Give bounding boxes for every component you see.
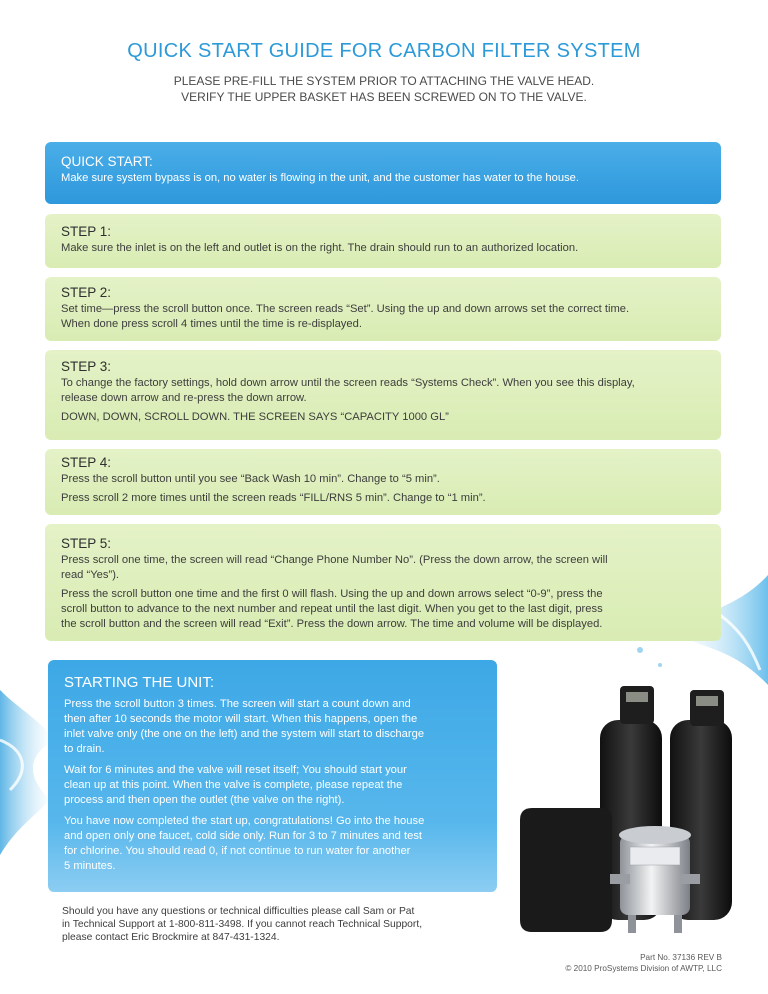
quick-start-heading: QUICK START: xyxy=(61,154,153,169)
step-2-heading: STEP 2: xyxy=(61,285,112,300)
start-p3-line-3: for chlorine. You should read 0, if not continue to run water for another xyxy=(64,845,411,857)
step-3-heading: STEP 3: xyxy=(61,359,112,374)
step-3-line-1: To change the factory settings, hold down arrow until the screen reads “Systems Check”. When you see this display, xyxy=(61,377,635,389)
step-3-line-2: release down arrow and re-press the down arrow. xyxy=(61,392,307,404)
starting-unit-para-1 xyxy=(64,697,481,757)
step-3-text-2: DOWN, DOWN, SCROLL DOWN. THE SCREEN SAYS “CAPACITY 1000 GL” xyxy=(61,411,449,423)
step-5-p1-line-2: read “Yes”). xyxy=(61,569,120,581)
step-2-box xyxy=(45,277,721,341)
step-5-box xyxy=(45,524,721,641)
starting-unit-heading: STARTING THE UNIT: xyxy=(64,674,215,691)
part-number: Part No. 37136 REV B xyxy=(640,953,722,962)
step-2-line-1: Set time—press the scroll button once. The screen reads “Set”. Using the up and down arrows set the correct time. xyxy=(61,303,630,315)
starting-unit-para-3 xyxy=(64,814,481,874)
copyright: © 2010 ProSystems Division of AWTP, LLC xyxy=(565,964,722,973)
step-4-text-1: Press the scroll button until you see “Back Wash 10 min”. Change to “5 min”. xyxy=(61,473,440,485)
step-4-box xyxy=(45,449,721,515)
page-title: QUICK START GUIDE FOR CARBON FILTER SYSTEM xyxy=(127,40,641,62)
start-p2-line-1: Wait for 6 minutes and the valve will reset itself; You should start your xyxy=(64,764,407,776)
quick-start-text: Make sure system bypass is on, no water is flowing in the unit, and the customer has water to the house. xyxy=(61,172,579,184)
contact-line-2: in Technical Support at 1-800-811-3498. If you cannot reach Technical Support, xyxy=(62,919,423,930)
step-1-text: Make sure the inlet is on the left and outlet is on the right. The drain should run to an authorized location. xyxy=(61,242,579,254)
start-p3-line-1: You have now completed the start up, congratulations! Go into the house xyxy=(64,815,425,827)
step-5-p2-line-2: scroll button to advance to the next number and repeat until the last digit. When you get to the last digit, press xyxy=(61,603,603,615)
step-4-heading: STEP 4: xyxy=(61,455,112,470)
start-p2-line-3: process and then open the outlet (the valve on the right). xyxy=(64,794,345,806)
start-p3-line-2: and open only one faucet, cold side only. Run for 3 to 7 minutes and test xyxy=(64,830,423,842)
step-4-text-2: Press scroll 2 more times until the screen reads “FILL/RNS 5 min”. Change to “1 min”. xyxy=(61,492,486,504)
step-3-text xyxy=(61,376,705,406)
page-subtitle xyxy=(0,73,768,105)
step-5-p1-line-1: Press scroll one time, the screen will read “Change Phone Number No”. (Press the down arrow, the screen will xyxy=(61,554,608,566)
start-p3-line-4: 5 minutes. xyxy=(64,860,116,872)
step-5-p2-line-3: the scroll button and the screen will read “Exit”. Press the down arrow. The time and volume will be displayed. xyxy=(61,618,603,630)
start-p1-line-2: then after 10 seconds the motor will start. When this happens, open the xyxy=(64,713,418,725)
step-2-text xyxy=(61,302,705,332)
step-5-p2-line-1: Press the scroll button one time and the first 0 will flash. Using the up and down arrows select “0-9”, press the xyxy=(61,588,603,600)
step-5-text-2 xyxy=(61,587,705,632)
page-header xyxy=(0,40,768,105)
contact-line-1: Should you have any questions or technical difficulties please call Sam or Pat xyxy=(62,906,415,917)
start-p1-line-3: inlet valve only (the one on the left) and the system will start to discharge xyxy=(64,728,425,740)
step-5-text-1 xyxy=(61,553,705,583)
start-p1-line-1: Press the scroll button 3 times. The screen will start a count down and xyxy=(64,698,411,710)
subtitle-line-2: VERIFY THE UPPER BASKET HAS BEEN SCREWED ON TO THE VALVE. xyxy=(181,90,587,104)
support-contact-text xyxy=(62,905,462,944)
subtitle-line-1: PLEASE PRE-FILL THE SYSTEM PRIOR TO ATTACHING THE VALVE HEAD. xyxy=(173,74,595,88)
step-3-box xyxy=(45,350,721,440)
starting-unit-box xyxy=(48,660,497,892)
start-p2-line-2: clean up at this point. When the valve is complete, please repeat the xyxy=(64,779,403,791)
filter-system-products-image xyxy=(520,670,760,950)
step-2-line-2: When done press scroll 4 times until the time is re-displayed. xyxy=(61,318,362,330)
quick-start-box xyxy=(45,142,721,204)
step-5-heading: STEP 5: xyxy=(61,536,112,551)
start-p1-line-4: to drain. xyxy=(64,743,105,755)
contact-line-3: please contact Eric Brockmire at 847-431-1324. xyxy=(62,932,280,943)
starting-unit-para-2 xyxy=(64,763,481,808)
step-1-heading: STEP 1: xyxy=(61,224,112,239)
part-number-footer xyxy=(565,952,722,974)
step-1-box xyxy=(45,214,721,268)
